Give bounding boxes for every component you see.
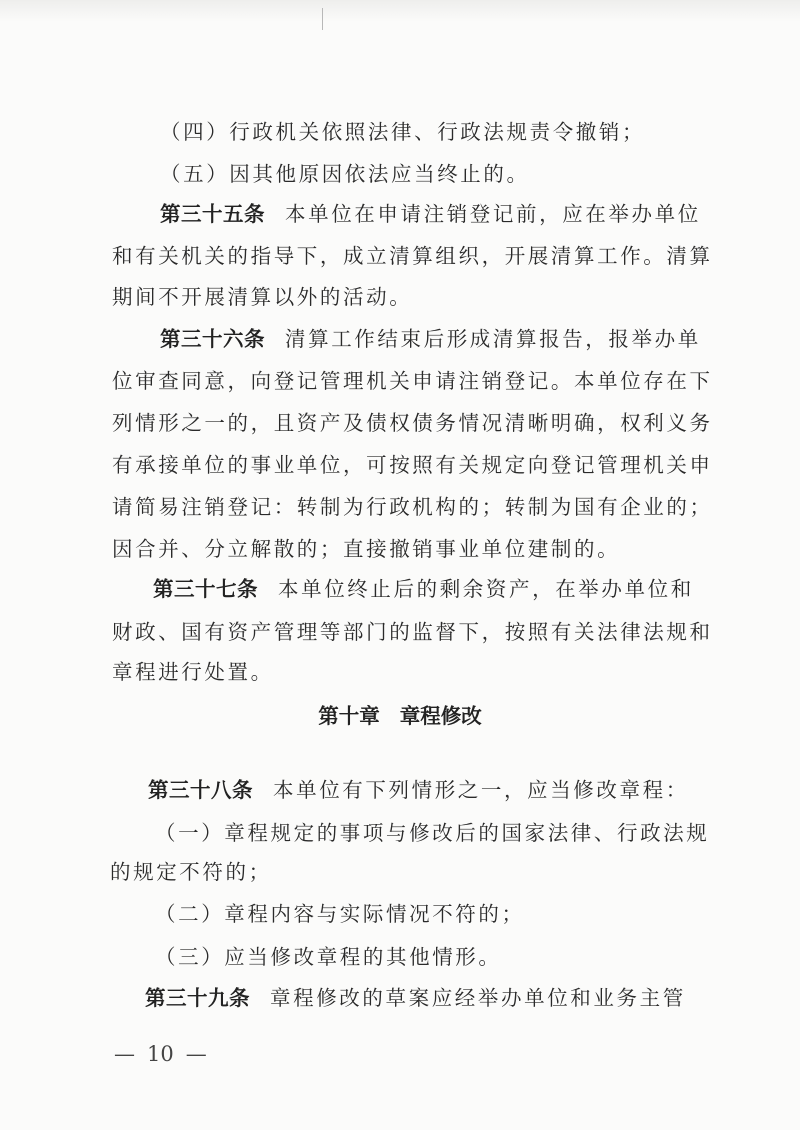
clause-text: （二）章程内容与实际情况不符的； (155, 902, 525, 926)
article-label: 第三十六条 (160, 327, 265, 351)
article-36-cont-4 (112, 493, 713, 521)
article-text: 列情形之一的，且资产及债权债务情况清晰明确，权利义务 (112, 411, 713, 435)
article-text: 因合并、分立解散的；直接撤销事业单位建制的。 (112, 537, 621, 561)
article-37-cont-2 (112, 658, 274, 686)
clause-text: （五）因其他原因依法应当终止的。 (160, 162, 530, 186)
article-text: 本单位有下列情形之一，应当修改章程： (273, 778, 689, 802)
clause-item-5 (160, 160, 530, 188)
clause-text: （四）行政机关依照法律、行政法规责令撤销； (160, 120, 646, 144)
clause-item-1-cont (110, 858, 272, 886)
chapter-heading (0, 702, 800, 730)
article-39 (145, 984, 686, 1012)
clause-item-3 (155, 943, 502, 971)
article-37 (153, 575, 694, 603)
clause-item-1 (155, 819, 709, 847)
article-36-cont-5 (112, 535, 620, 563)
article-36 (160, 325, 701, 353)
scan-edge (0, 0, 800, 22)
article-text: 期间不开展清算以外的活动。 (112, 285, 413, 309)
page-footer (108, 1042, 213, 1066)
article-label: 第三十五条 (160, 202, 265, 226)
clause-text: 的规定不符的； (110, 860, 272, 884)
article-38 (148, 776, 689, 804)
article-text: 有承接单位的事业单位，可按照有关规定向登记管理机关申 (112, 453, 713, 477)
article-text: 本单位在申请注销登记前，应在举办单位 (285, 202, 701, 226)
article-35-cont-1 (112, 242, 713, 270)
article-text: 财政、国有资产管理等部门的监督下，按照有关法律法规和 (112, 620, 713, 644)
article-label: 第三十八条 (148, 778, 253, 802)
article-35 (160, 200, 701, 228)
article-text: 位审查同意，向登记管理机关申请注销登记。本单位存在下 (112, 369, 713, 393)
clause-text: （一）章程规定的事项与修改后的国家法律、行政法规 (155, 821, 710, 845)
article-35-cont-2 (112, 283, 412, 311)
article-text: 章程修改的草案应经举办单位和业务主管 (270, 986, 686, 1010)
chapter-number: 第十章 (318, 704, 380, 728)
clause-text: （三）应当修改章程的其他情形。 (155, 945, 502, 969)
page-number: 10 (147, 1042, 174, 1066)
clause-item-2 (155, 900, 525, 928)
article-36-cont-2 (112, 409, 713, 437)
article-text: 和有关机关的指导下，成立清算组织，开展清算工作。清算 (112, 244, 713, 268)
article-36-cont-1 (112, 367, 713, 395)
article-text: 清算工作结束后形成清算报告，报举办单 (285, 327, 701, 351)
chapter-title: 章程修改 (399, 704, 482, 728)
article-36-cont-3 (112, 451, 713, 479)
dash-right: — (185, 1042, 207, 1066)
scan-mark (322, 8, 323, 30)
dash-left: — (114, 1042, 135, 1066)
article-text: 章程进行处置。 (112, 660, 274, 684)
article-label: 第三十九条 (145, 986, 250, 1010)
article-text: 本单位终止后的剩余资产，在举办单位和 (278, 577, 694, 601)
clause-item-4 (160, 118, 645, 146)
article-label: 第三十七条 (153, 577, 258, 601)
article-37-cont-1 (112, 618, 713, 646)
article-text: 请简易注销登记：转制为行政机构的；转制为国有企业的； (112, 495, 713, 519)
